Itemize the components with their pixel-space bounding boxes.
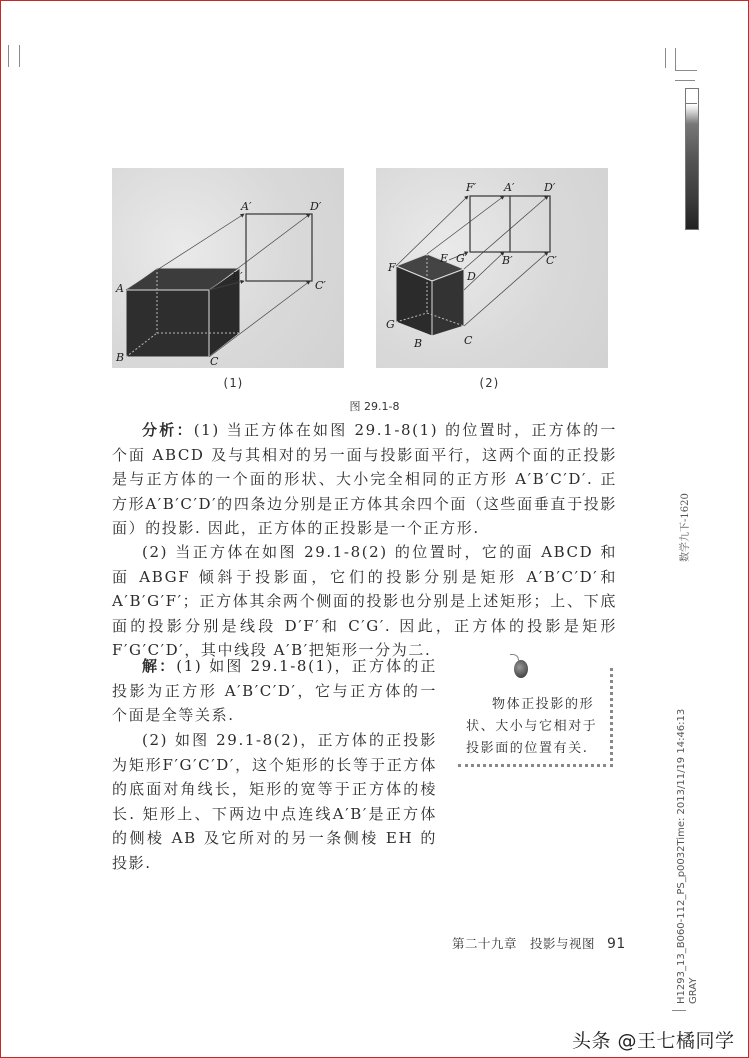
label-B: B: [116, 351, 125, 364]
analysis-paragraph-2: [112, 540, 617, 663]
label-D-prime: D′: [544, 181, 556, 194]
figure-1-caption: (1): [222, 376, 244, 390]
crop-mark-right-4: [675, 80, 695, 81]
solution-paragraph-2: [112, 728, 437, 875]
analysis-label: 分析：: [142, 421, 194, 439]
analysis-text-1: (1) 当正方体在如图 29.1-8(1) 的位置时，正方体的一个面 ABCD 及与其相对的另一面与投影面平行，这两个面的正投影是与正方体的一个面的形状、大小完全相同的正方形 A′B′C′D′. 正方形A′B′C′D′的四条边分别是正方体其余四个面（这些面垂直于投影面）的投影. 因此，正方体的正投影是一个正方形.: [112, 421, 617, 537]
label-C-prime: C′: [315, 279, 326, 292]
analysis-text-2: (2) 当正方体在如图 29.1-8(2) 的位置时，它的面 ABCD 和面 ABGF 倾斜于投影面，它们的投影分别是矩形 A′B′C′D′和 A′B′G′F′；正方体其余两个侧面的投影也分别是上述矩形；上、下底面的投影分别是线段 D′F′和 C′G′. 因此，正方体的投影是矩形F′G′C′D′，其中线段 A′B′把矩形一分为二.: [112, 543, 617, 659]
crop-mark-left-2: [19, 45, 20, 67]
label-D-prime: D′: [310, 200, 322, 213]
figure-title: 图 29.1-8: [349, 400, 400, 413]
solution-text-2: (2) 如图 29.1-8(2)，正方体的正投影为矩形F′G′C′D′，这个矩形的长等于正方体的底面对角线长，矩形的宽等于正方体的棱长. 矩形上、下两边中点连线A′B′是正方体的侧棱 AB 及它所对的另一条侧棱 EH 的投影.: [112, 731, 437, 872]
label-A: A: [116, 282, 124, 295]
color-mode: GRAY: [688, 977, 699, 1004]
label-C: C: [210, 355, 219, 368]
figure-2-diagram: [376, 168, 608, 368]
label-B: B: [414, 337, 423, 350]
label-G-prime: G′: [456, 252, 468, 265]
analysis-paragraph-1: [112, 418, 617, 541]
label-A-prime: A′: [504, 181, 515, 194]
label-G: G: [386, 318, 395, 331]
page-footer: [452, 934, 626, 952]
label-A-prime: A′: [241, 200, 252, 213]
label-B-prime: B′: [232, 270, 243, 283]
figure-1-diagram: [112, 168, 344, 368]
grayscale-calibration-bar: [685, 88, 699, 230]
solution-paragraph-1: [112, 654, 437, 728]
watermark: 头条 @王七橘同学: [572, 1030, 735, 1052]
crop-mark-right-3: [675, 70, 697, 71]
label-B-prime: B′: [502, 254, 513, 267]
figure-1: [112, 168, 344, 368]
hint-text: 物体正投影的形状、大小与它相对于投影面的位置有关.: [466, 697, 598, 756]
page-number: 91: [607, 936, 626, 952]
figure-2: [376, 168, 608, 368]
solution-text-1: (1) 如图 29.1-8(1)，正方体的正投影为正方形 A′B′C′D′，它与正方体的一个面是全等关系.: [112, 657, 437, 724]
crop-mark-bottom: [672, 1010, 686, 1011]
label-E: E: [440, 252, 449, 265]
label-F-prime: F′: [466, 181, 477, 194]
label-C: C: [464, 334, 473, 347]
solution-label: 解：: [142, 657, 177, 675]
chapter-title: 第二十九章 投影与视图: [452, 936, 596, 951]
label-C-prime: C′: [546, 254, 557, 267]
label-F: F: [388, 261, 396, 274]
print-info: H1293_13_B060-112_PS_p0032Time: 2013/11/19 14:46:13: [676, 708, 687, 1004]
crop-mark-right-1: [665, 48, 666, 68]
book-code: 数学九下-1620: [680, 493, 691, 562]
crop-mark-left-1: [8, 45, 9, 67]
figure-2-caption: (2): [478, 376, 500, 390]
crop-mark-right-2: [675, 48, 676, 70]
label-D: D: [467, 270, 476, 283]
